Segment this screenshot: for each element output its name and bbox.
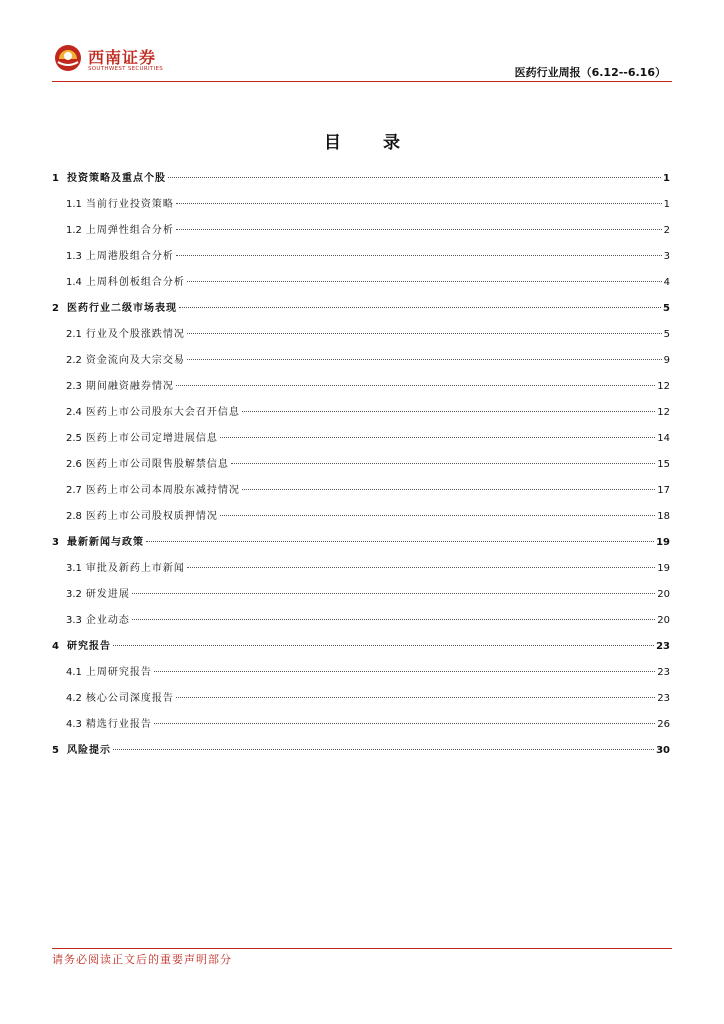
toc-subsection-entry[interactable] xyxy=(52,196,670,222)
toc-heading: 目 录 xyxy=(324,133,418,153)
toc-entry-number: 1.1 xyxy=(66,199,82,210)
toc-entry-number: 3.2 xyxy=(66,589,82,600)
toc-page-number: 18 xyxy=(657,511,670,522)
toc-page-number: 1 xyxy=(663,173,670,184)
toc-page-number: 2 xyxy=(663,225,670,236)
toc-subsection-entry[interactable] xyxy=(52,248,670,274)
toc-subsection-entry[interactable] xyxy=(52,430,670,456)
toc-subsection-entry[interactable] xyxy=(52,404,670,430)
toc-section-entry[interactable] xyxy=(52,534,670,560)
toc-entry-title: 医药上市公司股东大会召开信息 xyxy=(85,407,240,418)
toc-entry-title: 研究报告 xyxy=(66,641,111,652)
page-header xyxy=(52,42,672,82)
toc-entry-number: 2.5 xyxy=(66,433,82,444)
disclaimer-notice: 请务必阅读正文后的重要声明部分 xyxy=(52,953,232,966)
toc-entry-title: 医药上市公司本周股东减持情况 xyxy=(85,485,240,496)
toc-entry-title: 最新新闻与政策 xyxy=(66,537,144,548)
toc-page-number: 23 xyxy=(656,641,670,652)
toc-section-entry[interactable] xyxy=(52,300,670,326)
toc-dot-leader xyxy=(220,515,655,516)
toc-subsection-entry[interactable] xyxy=(52,482,670,508)
toc-subsection-entry[interactable] xyxy=(52,274,670,300)
toc-entry-title: 审批及新药上市新闻 xyxy=(85,563,185,574)
toc-entry-number: 2.8 xyxy=(66,511,82,522)
toc-dot-leader xyxy=(154,671,655,672)
toc-entry-title: 医药上市公司限售股解禁信息 xyxy=(85,459,229,470)
toc-entry-title: 上周科创板组合分析 xyxy=(85,277,185,288)
toc-entry-number: 2.1 xyxy=(66,329,82,340)
toc-entry-title: 精选行业报告 xyxy=(85,719,152,730)
toc-subsection-entry[interactable] xyxy=(52,326,670,352)
toc-page-number: 14 xyxy=(657,433,670,444)
toc-entry-title: 核心公司深度报告 xyxy=(85,693,174,704)
toc-page-number: 5 xyxy=(663,303,670,314)
table-of-contents xyxy=(52,170,670,768)
toc-dot-leader xyxy=(168,177,661,178)
toc-subsection-entry[interactable] xyxy=(52,222,670,248)
toc-dot-leader xyxy=(154,723,655,724)
toc-page-number: 17 xyxy=(657,485,670,496)
toc-page-number: 20 xyxy=(657,589,670,600)
logo-emblem-icon xyxy=(54,44,82,72)
toc-section-entry[interactable] xyxy=(52,742,670,768)
toc-dot-leader xyxy=(176,385,655,386)
toc-entry-title: 医药上市公司股权质押情况 xyxy=(85,511,218,522)
toc-dot-leader xyxy=(176,203,662,204)
toc-entry-number: 4.3 xyxy=(66,719,82,730)
toc-dot-leader xyxy=(132,619,655,620)
toc-entry-number: 3 xyxy=(52,537,59,548)
toc-dot-leader xyxy=(187,567,655,568)
toc-entry-title: 期间融资融券情况 xyxy=(85,381,174,392)
toc-subsection-entry[interactable] xyxy=(52,690,670,716)
toc-page-number: 15 xyxy=(657,459,670,470)
toc-entry-title: 上周弹性组合分析 xyxy=(85,225,174,236)
toc-subsection-entry[interactable] xyxy=(52,586,670,612)
toc-page-number: 20 xyxy=(657,615,670,626)
toc-entry-title: 医药行业二级市场表现 xyxy=(66,303,177,314)
toc-dot-leader xyxy=(176,229,662,230)
report-title: 医药行业周报（6.12--6.16） xyxy=(514,66,666,79)
logo-english-name: SOUTHWEST SECURITIES xyxy=(88,66,164,72)
toc-subsection-entry[interactable] xyxy=(52,508,670,534)
toc-page-number: 23 xyxy=(657,693,670,704)
toc-page-number: 30 xyxy=(656,745,670,756)
header-divider xyxy=(52,81,672,82)
toc-dot-leader xyxy=(187,281,662,282)
toc-entry-number: 1.3 xyxy=(66,251,82,262)
toc-subsection-entry[interactable] xyxy=(52,560,670,586)
toc-page-number: 3 xyxy=(663,251,670,262)
toc-dot-leader xyxy=(113,645,654,646)
toc-dot-leader xyxy=(113,749,654,750)
toc-dot-leader xyxy=(176,255,662,256)
toc-entry-number: 1.4 xyxy=(66,277,82,288)
toc-entry-number: 2 xyxy=(52,303,59,314)
toc-entry-number: 3.1 xyxy=(66,563,82,574)
toc-entry-title: 上周研究报告 xyxy=(85,667,152,678)
toc-entry-number: 2.6 xyxy=(66,459,82,470)
company-logo xyxy=(52,42,212,76)
toc-subsection-entry[interactable] xyxy=(52,664,670,690)
toc-page-number: 26 xyxy=(657,719,670,730)
toc-entry-number: 4.2 xyxy=(66,693,82,704)
toc-page-number: 9 xyxy=(663,355,670,366)
toc-dot-leader xyxy=(132,593,655,594)
toc-entry-number: 1 xyxy=(52,173,59,184)
toc-subsection-entry[interactable] xyxy=(52,612,670,638)
toc-subsection-entry[interactable] xyxy=(52,352,670,378)
toc-entry-number: 4.1 xyxy=(66,667,82,678)
toc-entry-number: 2.3 xyxy=(66,381,82,392)
toc-section-entry[interactable] xyxy=(52,170,670,196)
toc-entry-title: 研发进展 xyxy=(85,589,130,600)
toc-entry-title: 医药上市公司定增进展信息 xyxy=(85,433,218,444)
toc-page-number: 12 xyxy=(657,381,670,392)
toc-dot-leader xyxy=(242,489,655,490)
toc-page-number: 12 xyxy=(657,407,670,418)
toc-entry-number: 2.7 xyxy=(66,485,82,496)
toc-section-entry[interactable] xyxy=(52,638,670,664)
toc-subsection-entry[interactable] xyxy=(52,456,670,482)
toc-dot-leader xyxy=(187,333,662,334)
toc-entry-number: 4 xyxy=(52,641,59,652)
toc-entry-number: 5 xyxy=(52,745,59,756)
toc-entry-title: 上周港股组合分析 xyxy=(85,251,174,262)
logo-chinese-name: 西南证券 xyxy=(88,48,157,67)
toc-dot-leader xyxy=(179,307,661,308)
toc-page-number: 23 xyxy=(657,667,670,678)
toc-dot-leader xyxy=(231,463,655,464)
toc-entry-title: 当前行业投资策略 xyxy=(85,199,174,210)
toc-entry-title: 风险提示 xyxy=(66,745,111,756)
footer-divider xyxy=(52,948,672,949)
toc-entry-title: 行业及个股涨跌情况 xyxy=(85,329,185,340)
toc-entry-number: 1.2 xyxy=(66,225,82,236)
toc-entry-title: 企业动态 xyxy=(85,615,130,626)
toc-dot-leader xyxy=(187,359,662,360)
toc-dot-leader xyxy=(146,541,654,542)
toc-dot-leader xyxy=(176,697,655,698)
toc-subsection-entry[interactable] xyxy=(52,378,670,404)
toc-page-number: 19 xyxy=(656,537,670,548)
toc-page-number: 19 xyxy=(657,563,670,574)
toc-page-number: 5 xyxy=(663,329,670,340)
toc-entry-number: 2.2 xyxy=(66,355,82,366)
toc-dot-leader xyxy=(220,437,655,438)
toc-entry-number: 3.3 xyxy=(66,615,82,626)
toc-page-number: 1 xyxy=(663,199,670,210)
toc-dot-leader xyxy=(242,411,655,412)
toc-subsection-entry[interactable] xyxy=(52,716,670,742)
toc-page-number: 4 xyxy=(663,277,670,288)
toc-entry-title: 资金流向及大宗交易 xyxy=(85,355,185,366)
toc-entry-number: 2.4 xyxy=(66,407,82,418)
toc-entry-title: 投资策略及重点个股 xyxy=(66,173,166,184)
